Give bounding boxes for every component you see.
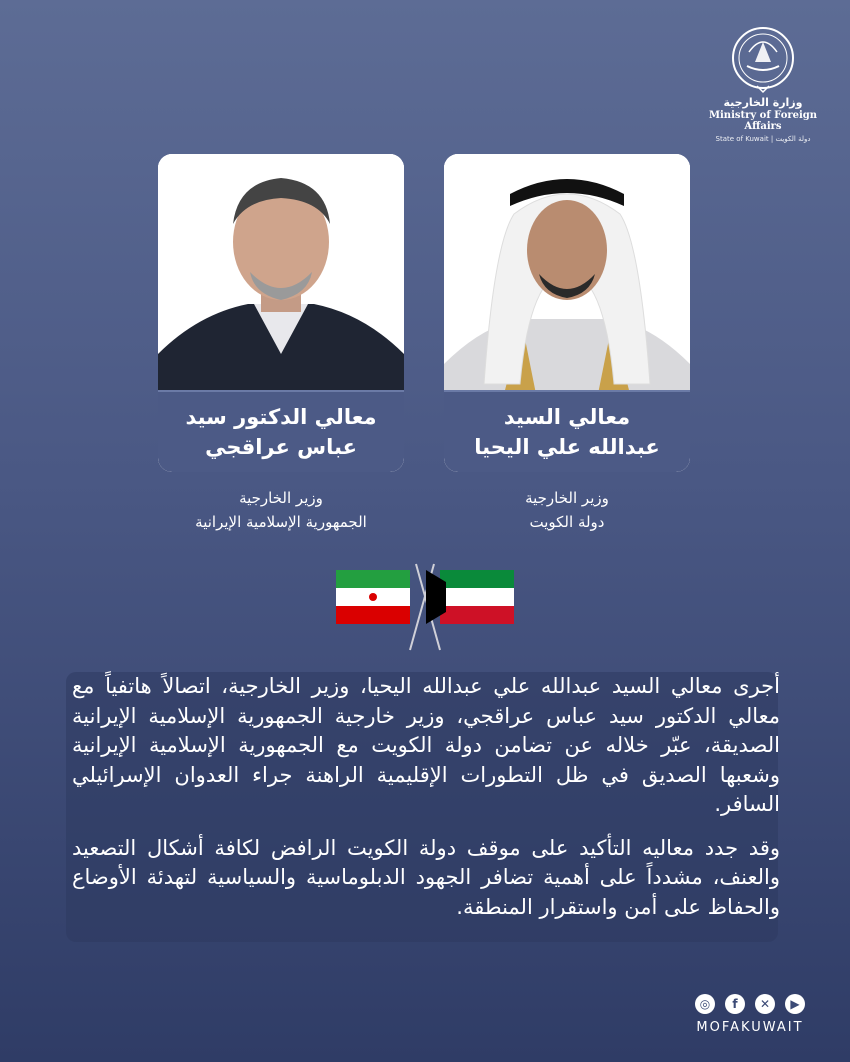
iran-minister-photo [158,154,404,394]
state-arabic: دولة الكويت [775,135,811,143]
iran-minister-nameplate [158,390,404,472]
iran-minister-name-line1: معالي الدكتور سيد [185,405,377,429]
facebook-icon[interactable]: f [725,994,745,1014]
kuwait-minister-title [444,486,690,534]
social-footer [680,994,820,1035]
article-paragraph-1: أجرى معالي السيد عبدالله علي عبدالله اليحيا، وزير الخارجية، اتصالاً هاتفياً مع معالي الدكتور سيد عباس عراقجي، وزير خارجية الجمهورية الإسلامية الإيرانية الصديقة، عبّر خلاله عن تضامن دولة الكويت مع الجمهورية الإسلامية الإيرانية وشعبها الصديق في ظل التطورات الإقليمية الراهنة جراء العدوان الإسرائيلي السافر. [72,674,780,816]
kuwait-emblem-icon [727,22,799,94]
kuwait-minister-name-line1: معالي السيد [503,405,631,429]
state-separator: | [770,135,774,143]
kuwait-minister-name-line2: عبدالله علي اليحيا [474,435,660,459]
ministry-state-line [698,135,828,143]
kuwait-minister-card [444,154,690,472]
article-body [70,672,782,936]
crossed-flags-icon [330,558,520,658]
social-icons [680,994,820,1014]
ministry-logo [698,22,828,143]
kuwait-flag-icon [426,570,514,624]
ministry-english-name: Ministry of Foreign Affairs [708,110,818,132]
iran-title-line1: وزير الخارجية [239,489,323,507]
iran-flag-icon [336,570,410,624]
social-handle[interactable]: MOFAKUWAIT [696,1020,804,1035]
state-english: State of Kuwait [715,135,769,143]
kuwait-minister-nameplate [444,390,690,472]
kuwait-title-line2: دولة الكويت [529,513,605,531]
iran-title-line2: الجمهورية الإسلامية الإيرانية [195,513,367,531]
article-paragraph-2: وقد جدد معاليه التأكيد على موقف دولة الكويت الرافض لكافة أشكال التصعيد والعنف، مشدداً على أهمية تضافر الجهود الدبلوماسية والسياسية لتهدئة الأوضاع والحفاظ على أمن واستقرار المنطقة. [72,835,780,919]
x-icon[interactable]: ✕ [755,994,775,1014]
iran-minister-title [158,486,404,534]
ministry-arabic-name: وزارة الخارجية [723,96,803,109]
iran-minister-card [158,154,404,472]
iran-minister-name-line2: عباس عراقجي [205,435,357,459]
youtube-icon[interactable]: ▶ [785,994,805,1014]
kuwait-minister-photo [444,154,690,394]
kuwait-title-line1: وزير الخارجية [525,489,609,507]
instagram-icon[interactable]: ◎ [695,994,715,1014]
